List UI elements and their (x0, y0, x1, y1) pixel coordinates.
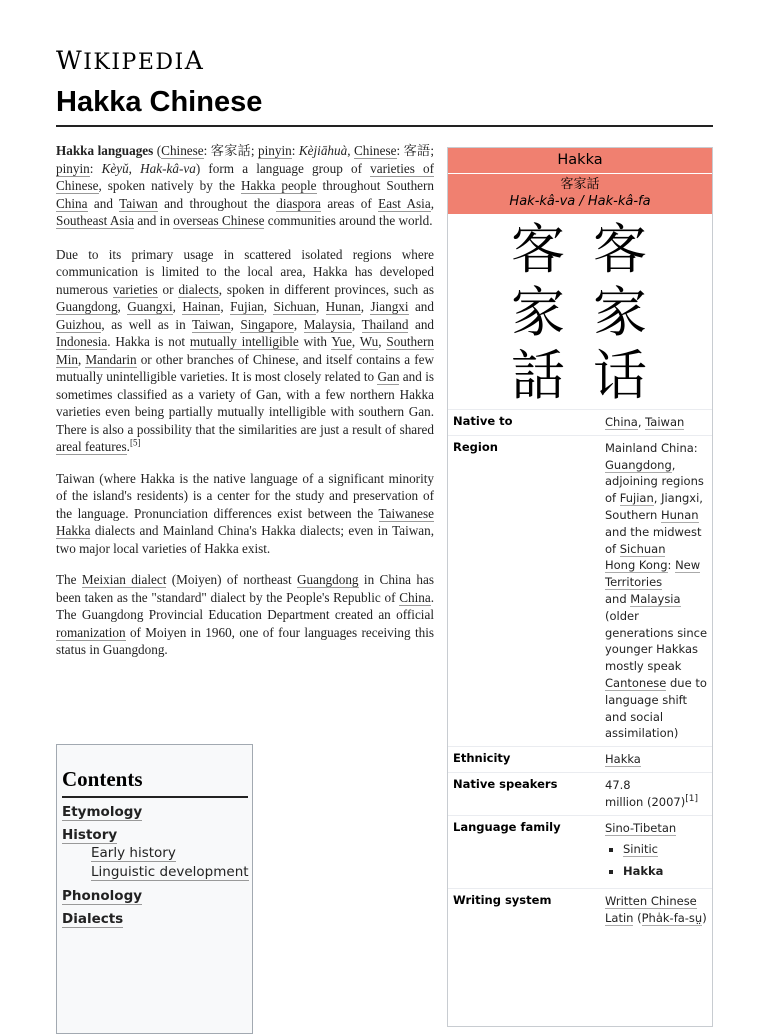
glyph-hua-traditional: 話 (511, 344, 565, 407)
toc-item-dialects (62, 910, 252, 928)
text-run: in China has been taken as the "standard" dialect by the People's Republic of (56, 572, 434, 605)
link-guangdong[interactable]: Guangdong (605, 457, 672, 472)
text-run: , (263, 299, 274, 314)
footnote (130, 438, 141, 448)
infobox-title: Hakka (448, 148, 712, 174)
text-run: , spoken natively by the (98, 178, 241, 193)
text-run: , (360, 299, 371, 314)
text-run: million (2007) (605, 794, 686, 809)
link-chinese[interactable]: Chinese (161, 143, 204, 158)
text-run: , (293, 316, 304, 332)
infobox-row-native-to (448, 409, 712, 435)
wikipedia-logo[interactable] (56, 46, 204, 75)
link-singapore[interactable]: Singapore (240, 316, 294, 332)
text-run: ) (702, 911, 707, 926)
link-thailand[interactable]: Thailand (361, 316, 409, 332)
intro-paragraph-1 (56, 142, 434, 230)
link-new-territories[interactable]: New Territories (605, 558, 701, 590)
text-run: ( (633, 911, 642, 926)
link-pinyin[interactable]: pinyin (56, 160, 90, 176)
link-cantonese[interactable]: Cantonese (605, 675, 667, 690)
text-run: and (408, 299, 434, 314)
italic-text: Hak-kâ-va (140, 160, 196, 176)
text-run: , as well as in (101, 316, 192, 332)
infobox-row-writing-system (448, 888, 712, 931)
toc-item-history (62, 826, 252, 844)
text-run: Mainland China: (605, 440, 698, 455)
link-guangdong[interactable]: Guangdong (56, 299, 118, 314)
link-hunan[interactable]: Hunan (325, 299, 361, 314)
toc-link-etymology[interactable]: Etymology (62, 804, 143, 820)
infobox-row-region (448, 435, 712, 746)
text-run: . The Guangdong Provincial Education Department created an official (56, 589, 434, 622)
text-run: and in (134, 213, 174, 228)
text-run: , (315, 299, 326, 314)
italic-text: Kèjiāhuà (298, 143, 348, 158)
link-southeast-asia[interactable]: Southeast Asia (56, 213, 135, 228)
text-run: , (347, 143, 354, 158)
link-hong-kong[interactable]: Hong Kong (605, 558, 668, 573)
article-body (56, 142, 434, 673)
toc-item-phonology (62, 887, 252, 905)
link-written-chinese[interactable]: Written Chinese (605, 894, 697, 909)
text-run: , (378, 334, 387, 349)
text-run: dialects and Mainland China's Hakka dialects; even in Taiwan, two major local varieties of Hakka exist. (56, 523, 434, 556)
link-taiwan[interactable]: Taiwan (191, 316, 231, 332)
link-china[interactable]: China (399, 589, 431, 605)
text-run: , (117, 299, 128, 314)
text-run: , (637, 415, 646, 429)
link-china[interactable]: China (605, 415, 638, 429)
infobox-value (605, 816, 712, 889)
text-run: , Jiangxi, Southern (605, 491, 703, 522)
link-guangdong[interactable]: Guangdong (296, 572, 359, 587)
link-malaysia[interactable]: Malaysia (303, 316, 353, 332)
infobox-value (605, 773, 712, 815)
glyph-ke: 客 (511, 218, 565, 281)
text-run: , (351, 334, 360, 349)
toc-list (62, 803, 252, 928)
glyph-jia: 家 (593, 281, 647, 344)
text-run: due to language shift and social assimilation) (605, 675, 707, 741)
text-run: and the midwest of (605, 524, 702, 556)
link-china[interactable]: China (56, 195, 88, 211)
link-taiwanese-hakka[interactable]: Taiwanese Hakka (56, 505, 434, 538)
language-family-item (623, 840, 708, 858)
toc-link-linguistic-development[interactable]: Linguistic development (91, 864, 249, 880)
link-gan[interactable]: Gan (377, 369, 400, 384)
link-pha-k-fa-su[interactable]: Pha̍k-fa-sṳ (641, 911, 703, 926)
simplified-characters (585, 218, 655, 407)
intro-paragraph-2 (56, 246, 434, 456)
footnote-link[interactable]: [1] (685, 793, 698, 804)
infobox-label: Language family (453, 819, 561, 834)
infobox-label: Region (453, 439, 498, 454)
bold-text: Hakka (623, 864, 664, 879)
toc-link-early-history[interactable]: Early history (91, 845, 176, 861)
link-overseas-chinese[interactable]: overseas Chinese (173, 213, 265, 228)
text-run: , (230, 316, 241, 332)
link-hunan[interactable]: Hunan (660, 507, 699, 522)
logo-middle: IKIPEDI (83, 50, 185, 75)
infobox-value (605, 889, 712, 931)
text-run: . Hakka is not (107, 334, 190, 349)
text-run: and (87, 195, 120, 211)
text-run: and (605, 591, 631, 606)
footnote-link[interactable]: [5] (129, 437, 141, 448)
language-infobox (447, 147, 713, 1027)
text-run: , (352, 316, 362, 332)
link-dialects[interactable]: dialects (178, 281, 219, 297)
text-run: of Moiyen in 1960, one of four languages receiving this status in Guangdong. (56, 624, 434, 657)
footnote (685, 794, 698, 804)
text-run: , (220, 299, 231, 314)
link-taiwan[interactable]: Taiwan (119, 195, 158, 211)
link-sichuan[interactable]: Sichuan (619, 541, 666, 556)
text-run: areas of (320, 195, 379, 211)
infobox-row-native-speakers (448, 772, 712, 815)
text-run: or (157, 281, 179, 297)
text-run: ( (153, 143, 162, 158)
text-run: Due to its primary usage in scattered isolated regions where communication is limited to the local area, Hakka has developed numerous (56, 246, 434, 297)
text-run: : 客語; (396, 143, 435, 158)
link-guangxi[interactable]: Guangxi (127, 299, 173, 314)
text-run: , (77, 351, 86, 367)
toc-subitem-early-history (62, 844, 252, 863)
text-run: , (128, 160, 141, 176)
language-family-item (623, 862, 708, 880)
infobox-label: Writing system (453, 893, 552, 908)
link-pinyin[interactable]: pinyin (258, 143, 292, 158)
toc-subitem-linguistic-development (62, 863, 252, 882)
link-fujian[interactable]: Fujian (230, 299, 264, 314)
glyph-jia: 家 (511, 281, 565, 344)
text-run: . (126, 439, 130, 454)
intro-paragraph-3 (56, 470, 434, 558)
text-run: , (172, 299, 183, 314)
hakka-characters-image[interactable] (448, 214, 712, 409)
text-run: , (430, 195, 434, 211)
link-mutually-intelligible[interactable]: mutually intelligible (189, 334, 299, 349)
infobox-rows (448, 409, 712, 931)
text-run: and (408, 316, 435, 332)
link-jiangxi[interactable]: Jiangxi (370, 299, 409, 314)
language-family-list (605, 840, 708, 880)
infobox-label: Native to (453, 414, 513, 428)
link-hainan[interactable]: Hainan (182, 299, 221, 314)
link-mandarin[interactable]: Mandarin (85, 351, 137, 367)
text-run: : (291, 143, 299, 158)
logo-cap-last: A (184, 46, 205, 75)
text-run: with (298, 334, 332, 349)
infobox-value (605, 747, 712, 772)
link-chinese[interactable]: Chinese (354, 143, 397, 158)
infobox-value (605, 436, 712, 746)
link-wu[interactable]: Wu (359, 334, 379, 349)
link-yue[interactable]: Yue (331, 334, 352, 349)
text-run: , spoken in different provinces, such as (218, 281, 435, 297)
text-run: ) form a language group of (195, 160, 371, 176)
logo-cap-first: W (56, 46, 84, 75)
intro-paragraph-4 (56, 571, 434, 659)
text-run: or other branches of Chinese, and itself contains a few mutually unintelligible varieties. It is most closely related to (56, 351, 435, 384)
link-meixian-dialect[interactable]: Meixian dialect (81, 572, 167, 587)
text-run: and throughout the (157, 195, 277, 211)
link-hakka[interactable]: Hakka (605, 752, 641, 767)
text-run: throughout Southern (316, 178, 435, 193)
link-indonesia[interactable]: Indonesia (56, 334, 108, 349)
link-southern-min[interactable]: Southern Min (56, 334, 434, 367)
infobox-row-ethnicity (448, 746, 712, 772)
text-run: (Moiyen) of northeast (166, 572, 297, 587)
text-run: The (56, 572, 82, 587)
title-divider (56, 125, 713, 127)
text-run: : 客家話; (203, 143, 259, 158)
infobox-value (605, 410, 712, 435)
text-run: Taiwan (where Hakka is the native language of a significant minority of the island's residents) is a center for the study and preservation of the language. Pronunciation differences exist between the (56, 470, 434, 521)
native-name-hanzi: 客家話 (560, 177, 600, 192)
page-title: Hakka Chinese (56, 86, 263, 118)
link-east-asia[interactable]: East Asia (378, 195, 431, 211)
bold-text: Hakka languages (56, 143, 154, 158)
link-areal-features[interactable]: areal features (56, 439, 127, 454)
toc-link-phonology[interactable]: Phonology (62, 888, 143, 904)
toc-link-dialects[interactable]: Dialects (62, 911, 124, 927)
link-hakka-people[interactable]: Hakka people (240, 178, 317, 193)
toc-link-history[interactable]: History (62, 827, 118, 843)
native-name-romanization: Hak-kâ-va / Hak-kâ-fa (509, 194, 651, 209)
link-fujian[interactable]: Fujian (619, 491, 654, 506)
text-run: : (89, 160, 102, 176)
link-diaspora[interactable]: diaspora (276, 195, 321, 211)
link-malaysia[interactable]: Malaysia (630, 591, 681, 606)
italic-text: Kèyǔ (101, 160, 129, 176)
text-run: and is sometimes classified as a variety of Gan, with a few northern Hakka varieties even being partially mutually intelligible with southern Gan. There is also a possibility that the similarities are just a result of shared (56, 369, 435, 437)
link-guizhou[interactable]: Guizhou (56, 316, 102, 332)
link-sichuan[interactable]: Sichuan (273, 299, 316, 314)
text-run: , adjoining regions of (605, 457, 704, 506)
text-run: 47.8 (605, 777, 631, 792)
traditional-characters (503, 218, 573, 407)
link-varieties[interactable]: varieties (112, 281, 158, 297)
link-latin[interactable]: Latin (605, 911, 634, 926)
toc-title: Contents (62, 767, 248, 798)
link-taiwan[interactable]: Taiwan (645, 415, 685, 429)
text-run: communities around the world. (264, 213, 433, 228)
link-romanization[interactable]: romanization (56, 624, 126, 640)
table-of-contents (56, 744, 253, 1034)
text-run: : (667, 558, 676, 573)
infobox-label: Ethnicity (453, 751, 511, 766)
infobox-row-language-family (448, 815, 712, 889)
infobox-native-name (448, 174, 712, 214)
glyph-ke: 客 (593, 218, 647, 281)
toc-item-etymology (62, 803, 252, 821)
infobox-label: Native speakers (453, 776, 558, 791)
link-varieties-of-chinese[interactable]: varieties of Chinese (56, 160, 435, 193)
text-run: (older generations since younger Hakkas mostly speak (605, 608, 708, 674)
glyph-hua-simplified: 话 (593, 344, 647, 407)
link-sino-tibetan[interactable]: Sino-Tibetan (605, 820, 677, 835)
link-sinitic[interactable]: Sinitic (623, 842, 659, 857)
